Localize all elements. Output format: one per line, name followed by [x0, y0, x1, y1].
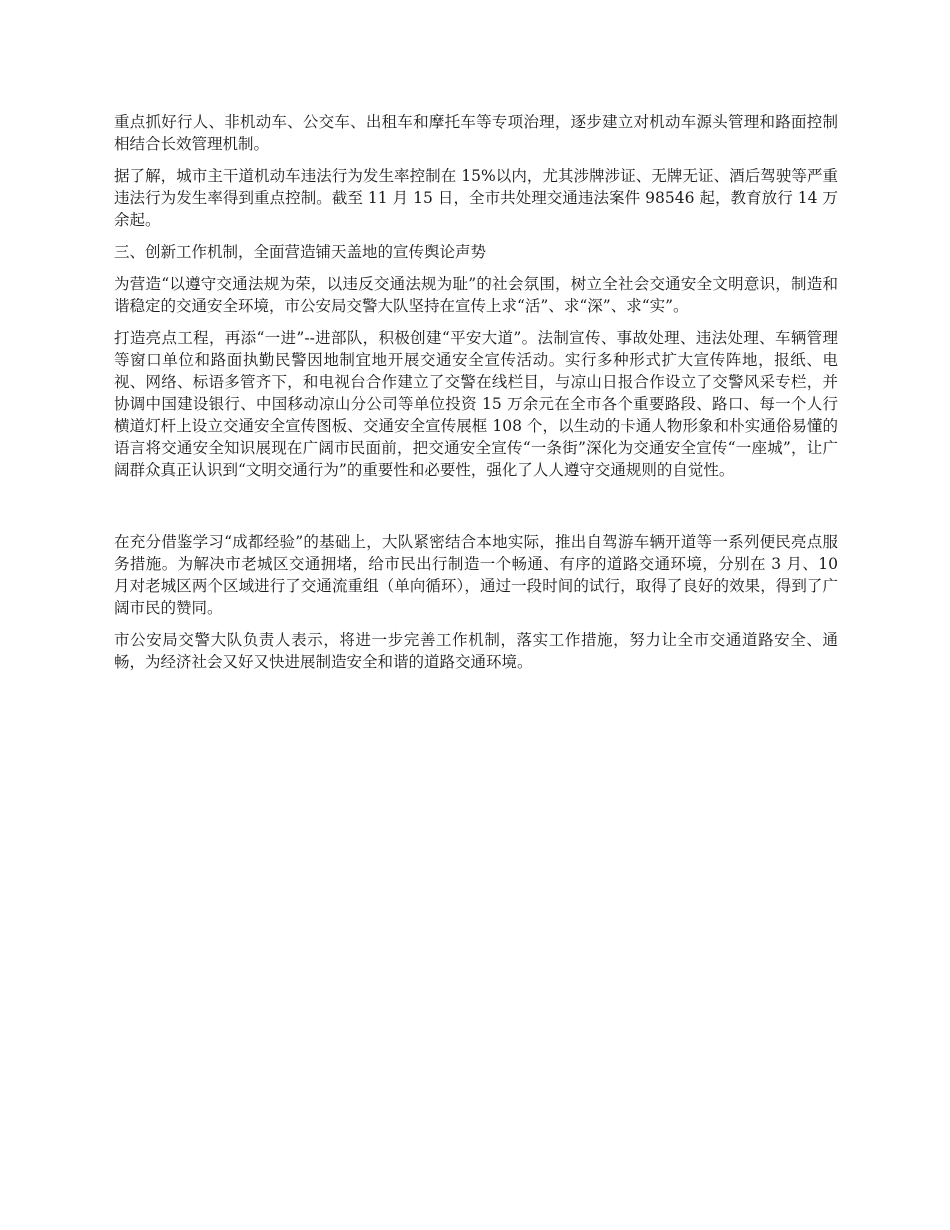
paragraph-1: 重点抓好行人、非机动车、公交车、出租车和摩托车等专项治理，逐步建立对机动车源头管理和路面控制相结合长效管理机制。 [114, 113, 838, 153]
paragraph-3: 为营造“以遵守交通法规为荣，以违反交通法规为耻”的社会氛围，树立全社会交通安全文明意识，制造和谐稳定的交通安全环境，市公安局交警大队坚持在宣传上求“活”、求“深”、求“实”。 [114, 275, 838, 315]
paragraph-4: 打造亮点工程，再添“一进”--进部队，积极创建“平安大道”。法制宣传、事故处理、违法处理、车辆管理等窗口单位和路面执勤民警因地制宜地开展交通安全宣传活动。实行多种形式扩大宣传阵地，报纸、电视、网络、标语多管齐下，和电视台合作建立了交警在线栏目，与凉山日报合作设立了交警风采专栏，并协调中国建设银行、中国移动凉山分公司等单位投资 15 万余元在全市各个重要路段、路口、每一个人行横道灯杆上设立交通安全宣传图板、交通安全宣传展框 108 个，以生动的卡通人物形象和朴实通俗易懂的语言将交通安全知识展现在广阔市民面前，把交通安全宣传“一条街”深化为交通安全宣传“一座城”，让广阔群众真正认识到“文明交通行为”的重要性和必要性，强化了人人遵守交通规则的自觉性。 [114, 329, 838, 479]
paragraph-gap [114, 491, 838, 531]
paragraph-5: 在充分借鉴学习“成都经验”的基础上，大队紧密结合本地实际，推出自驾游车辆开道等一系列便民亮点服务措施。为解决市老城区交通拥堵，给市民出行制造一个畅通、有序的道路交通环境，分别在 3 月、10 月对老城区两个区域进行了交通流重组（单向循环），通过一段时间的试行，取得了良好的效果，得到了广阔市民的赞同。 [114, 533, 838, 617]
section-heading: 三、创新工作机制，全面营造铺天盖地的宣传舆论声势 [114, 243, 487, 261]
document-body [114, 111, 838, 683]
paragraph-6: 市公安局交警大队负责人表示，将进一步完善工作机制，落实工作措施，努力让全市交通道路安全、通畅，为经济社会又好又快进展制造安全和谐的道路交通环境。 [114, 631, 838, 671]
paragraph-2: 据了解，城市主干道机动车违法行为发生率控制在 15%以内，尤其涉牌涉证、无牌无证、酒后驾驶等严重违法行为发生率得到重点控制。截至 11 月 15 日，全市共处理交通违法案件 98546 起，教育放行 14 万余起。 [114, 167, 838, 229]
